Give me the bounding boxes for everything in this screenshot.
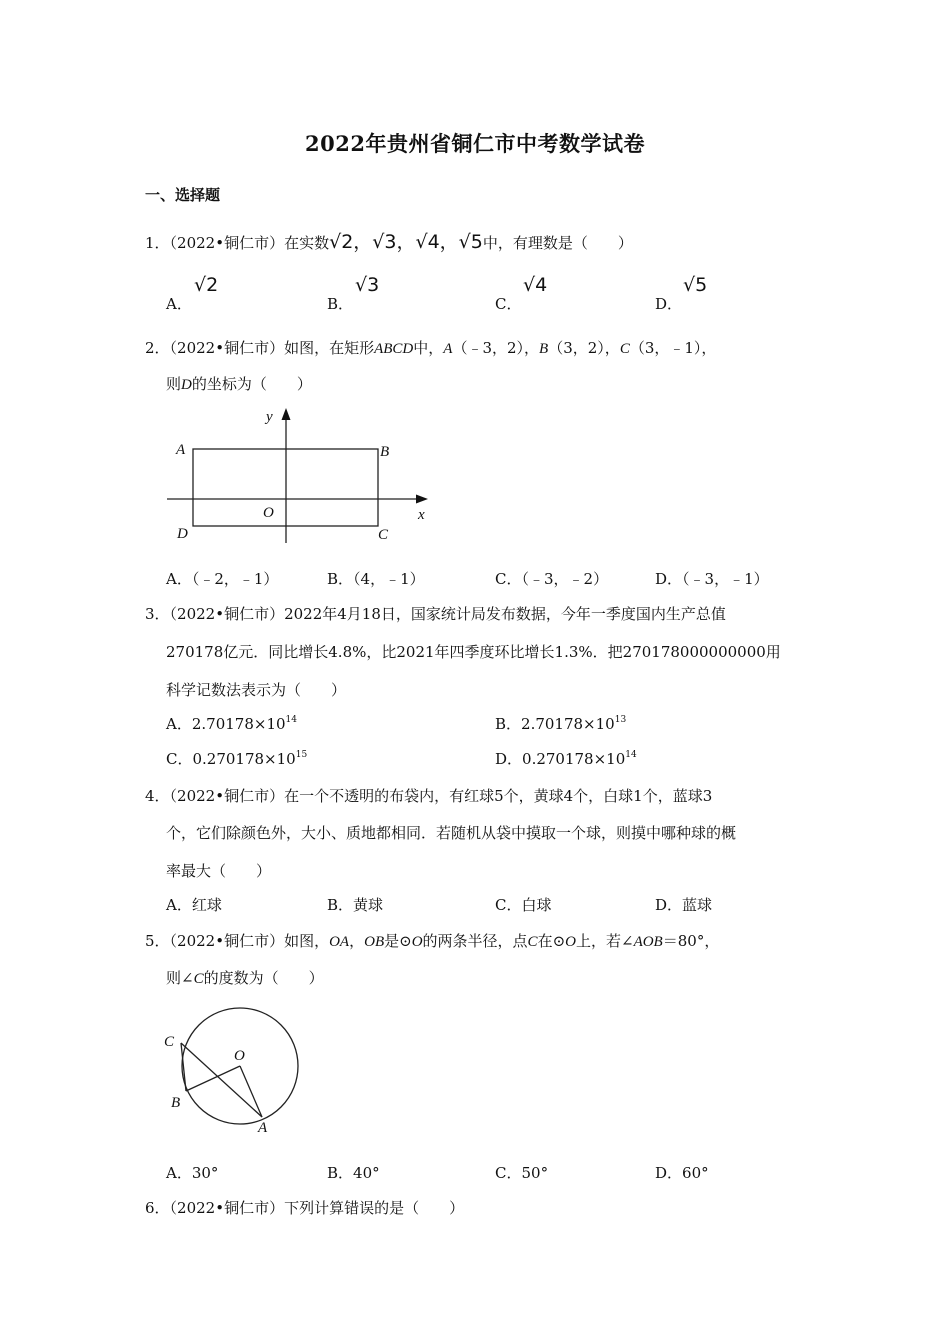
question-text: 如图， — [284, 932, 330, 950]
circle-figure — [0, 1000, 950, 1145]
math-var: OB — [364, 934, 385, 950]
y-axis-arrow-icon — [282, 408, 291, 420]
math-var: D — [181, 377, 192, 393]
question-text: （3，2）， — [548, 339, 620, 357]
question-text: 上，若∠ — [575, 932, 634, 950]
question-text: 下列计算错误的是（ ） — [284, 1199, 465, 1217]
label-a: A — [176, 442, 186, 458]
question-text: 则 — [166, 375, 182, 393]
question-source: （2022•铜仁市） — [169, 234, 285, 252]
question-text: 在实数 — [284, 234, 330, 252]
question-text: 中， — [413, 339, 444, 357]
option-b[interactable]: B．40° — [327, 1164, 380, 1182]
question-text: 的两条半径，点 — [422, 932, 528, 950]
question-6 — [145, 1198, 464, 1218]
option-a-value: √2 — [194, 274, 219, 296]
question-source: （2022•铜仁市） — [169, 339, 285, 357]
math-var: B — [539, 341, 549, 357]
question-4 — [145, 786, 712, 806]
label-c: C — [164, 1034, 175, 1050]
question-text: 中，有理数是（ ） — [482, 234, 633, 252]
option-d[interactable]: D．（﹣3，﹣1） — [655, 570, 769, 588]
question-3 — [145, 604, 726, 624]
option-b-value: √3 — [355, 274, 380, 296]
question-number: 4． — [145, 787, 170, 805]
math-expression: √2，√3，√4，√5 — [329, 231, 483, 253]
question-number: 1． — [145, 234, 170, 252]
math-var: C — [527, 934, 538, 950]
x-axis-arrow-icon — [416, 495, 428, 504]
question-text: 在一个不透明的布袋内，有红球5个，黄球4个，白球1个，蓝球3 — [284, 787, 713, 805]
label-d: D — [177, 526, 188, 542]
question-5 — [145, 931, 719, 952]
option-b[interactable]: B． — [327, 295, 354, 313]
option-a[interactable]: A． — [166, 295, 192, 313]
option-d[interactable]: D．蓝球 — [655, 896, 713, 914]
option-c-value: √4 — [523, 274, 548, 296]
question-source: （2022•铜仁市） — [169, 605, 285, 623]
option-c[interactable]: C．白球 — [495, 896, 552, 914]
option-d[interactable]: D．$0.270178\times 10^{14}$ — [495, 750, 637, 768]
label-b: B — [380, 444, 390, 460]
question-text: 如图，在矩形 — [284, 339, 375, 357]
label-b: B — [171, 1095, 181, 1111]
segment-ob — [186, 1066, 240, 1091]
option-d[interactable]: D．60° — [655, 1164, 709, 1182]
question-source: （2022•铜仁市） — [169, 1199, 285, 1217]
question-number: 6． — [145, 1199, 170, 1217]
option-a[interactable]: A．（﹣2，﹣1） — [166, 570, 279, 588]
segment-oa — [240, 1066, 262, 1117]
math-var: O — [411, 934, 423, 950]
question-text: ， — [349, 932, 365, 950]
option-b[interactable]: B．$2.70178\times 10^{13}$ — [495, 715, 627, 733]
option-c[interactable]: C．（﹣3，﹣2） — [495, 570, 609, 588]
label-c: C — [378, 527, 389, 543]
question-number: 3． — [145, 605, 170, 623]
question-text: （﹣3，2）， — [452, 339, 540, 357]
math-var: OA — [329, 934, 350, 950]
option-c[interactable]: C． — [495, 295, 522, 313]
question-text: 则∠ — [166, 969, 194, 987]
question-number: 5． — [145, 932, 170, 950]
question-3-line3: 科学记数法表示为（ ） — [166, 681, 347, 699]
option-c[interactable]: C．50° — [495, 1164, 549, 1182]
question-number: 2． — [145, 339, 170, 357]
question-text: 的坐标为（ ） — [191, 375, 312, 393]
question-text: 的度数为（ ） — [203, 969, 324, 987]
question-4-line3: 率最大（ ） — [166, 862, 272, 880]
math-var: C — [193, 971, 204, 987]
option-b[interactable]: B．黄球 — [327, 896, 384, 914]
option-b[interactable]: B．（4，﹣1） — [327, 570, 425, 588]
question-source: （2022•铜仁市） — [169, 787, 285, 805]
math-var: ABCD — [374, 341, 414, 357]
option-d[interactable]: D． — [655, 295, 683, 313]
option-a[interactable]: A．红球 — [166, 896, 222, 914]
question-text: ＝80°， — [662, 932, 720, 950]
label-y: y — [266, 409, 273, 425]
math-var: A — [443, 341, 453, 357]
math-var: C — [619, 341, 630, 357]
math-var: O — [565, 934, 576, 950]
question-3-line2: 270178亿元．同比增长4.8%，比2021年四季度环比增长1.3%．把270178000000000用 — [166, 643, 781, 661]
page-title: 2022年贵州省铜仁市中考数学试卷 — [305, 131, 645, 156]
label-x: x — [418, 507, 425, 523]
question-text: （3，﹣1）， — [629, 339, 717, 357]
segment-ca — [181, 1043, 262, 1117]
question-4-line2: 个，它们除颜色外，大小、质地都相同．若随机从袋中摸取一个球，则摸中哪种球的概 — [166, 824, 737, 842]
label-o: O — [234, 1048, 245, 1064]
label-a: A — [258, 1120, 268, 1136]
question-text: 是⊙ — [384, 932, 412, 950]
label-o: O — [263, 505, 274, 521]
option-d-value: √5 — [683, 274, 708, 296]
question-text: 在⊙ — [537, 932, 566, 950]
question-source: （2022•铜仁市） — [169, 932, 285, 950]
rectangle-coordinate-figure — [0, 0, 950, 600]
question-text: 2022年4月18日，国家统计局发布数据，今年一季度国内生产总值 — [284, 605, 726, 623]
math-var: AOB — [633, 934, 663, 950]
question-5-line2 — [166, 968, 324, 989]
section-heading: 一、选择题 — [145, 186, 221, 204]
option-a[interactable]: A．30° — [166, 1164, 219, 1182]
option-a[interactable]: A．$2.70178\times 10^{14}$ — [166, 715, 297, 733]
option-c[interactable]: C．$0.270178\times 10^{15}$ — [166, 750, 308, 768]
